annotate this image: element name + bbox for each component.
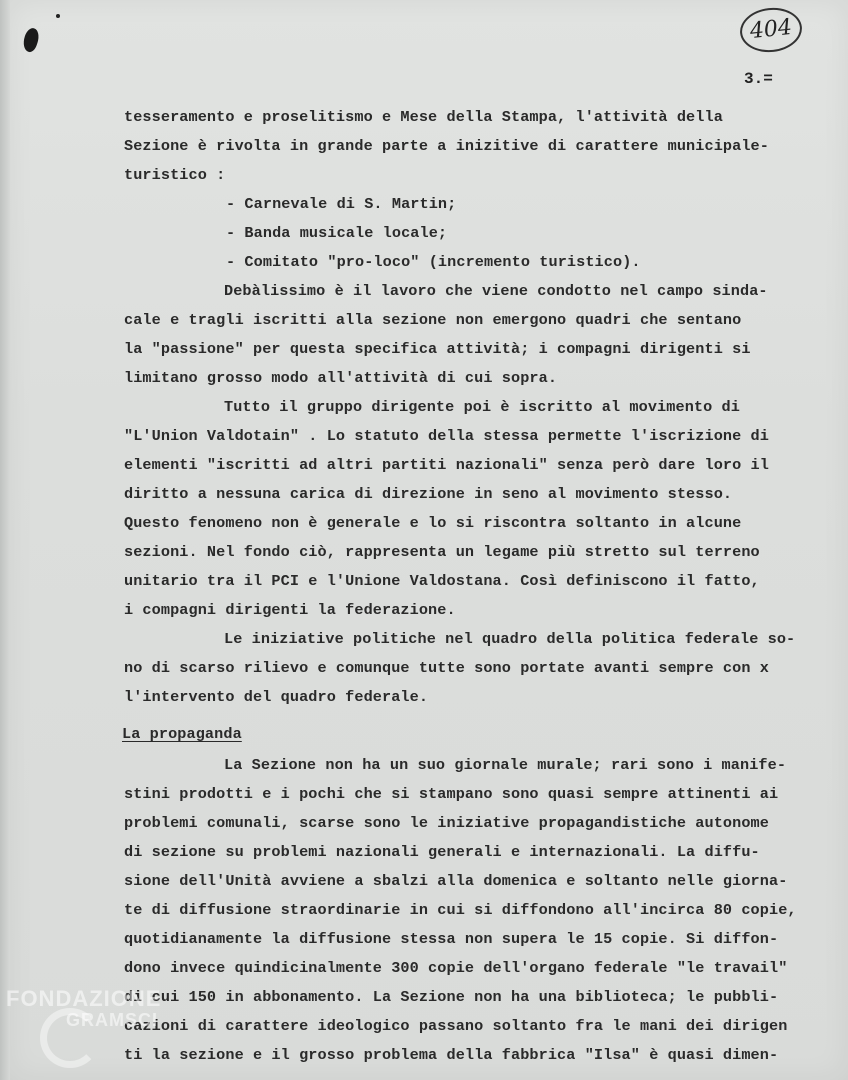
text-line: di cui 150 in abbonamento. La Sezione non ha una biblioteca; le pubbli- <box>124 988 779 1006</box>
text-line: di sezione su problemi nazionali generali e internazionali. La diffu- <box>124 843 760 861</box>
list-item: - Comitato "pro-loco" (incremento turistico). <box>226 253 641 271</box>
text-line: cazioni di carattere ideologico passano soltanto fra le mani dei dirigen <box>124 1017 788 1035</box>
archive-number-stamp: 404 <box>738 5 804 55</box>
watermark <box>6 986 206 1076</box>
text-line: i compagni dirigenti la federazione. <box>124 601 456 619</box>
text-line: l'intervento del quadro federale. <box>124 688 429 706</box>
text-line: sezioni. Nel fondo ciò, rappresenta un legame più stretto sul terreno <box>124 543 760 561</box>
text-line: quotidianamente la diffusione stessa non supera le 15 copie. Si diffon- <box>124 930 779 948</box>
list-item: - Banda musicale locale; <box>226 224 448 242</box>
text-line: Le iniziative politiche nel quadro della politica federale so- <box>224 630 796 648</box>
text-line: ti la sezione e il grosso problema della fabbrica "Ilsa" è quasi dimen- <box>124 1046 779 1064</box>
text-line: unitario tra il PCI e l'Unione Valdostana. Così definiscono il fatto, <box>124 572 760 590</box>
text-line: limitano grosso modo all'attività di cui sopra. <box>124 369 558 387</box>
text-line: Debàlissimo è il lavoro che viene condotto nel campo sinda- <box>224 282 768 300</box>
text-line: stini prodotti e i pochi che si stampano sono quasi sempre attinenti ai <box>124 785 779 803</box>
text-line: "L'Union Valdotain" . Lo statuto della stessa permette l'iscrizione di <box>124 427 769 445</box>
text-line: no di scarso rilievo e comunque tutte sono portate avanti sempre con x <box>124 659 769 677</box>
text-line: cale e tragli iscritti alla sezione non emergono quadri che sentano <box>124 311 742 329</box>
page-number: 3.= <box>744 70 773 88</box>
text-line: Tutto il gruppo dirigente poi è iscritto al movimento di <box>224 398 740 416</box>
text-line: problemi comunali, scarse sono le iniziative propagandistiche autonome <box>124 814 769 832</box>
watermark-line2: GRAMSCI <box>66 1010 158 1030</box>
text-line: dono invece quindicinalmente 300 copie dell'organo federale "le travail" <box>124 959 788 977</box>
text-line: Sezione è rivolta in grande parte a inizitive di carattere municipale- <box>124 137 769 155</box>
text-line: sione dell'Unità avviene a sbalzi alla domenica e soltanto nelle giorna- <box>124 872 788 890</box>
text-line: Questo fenomeno non è generale e lo si riscontra soltanto in alcune <box>124 514 742 532</box>
text-line: te di diffusione straordinarie in cui si diffondono all'incirca 80 copie, <box>124 901 797 919</box>
text-line: La Sezione non ha un suo giornale murale; rari sono i manife- <box>224 756 787 774</box>
text-line: tesseramento e proselitismo e Mese della Stampa, l'attività della <box>124 108 723 126</box>
text-line: elementi "iscritti ad altri partiti nazionali" senza però dare loro il <box>124 456 769 474</box>
section-heading: La propaganda <box>122 725 242 743</box>
text-line: turistico : <box>124 166 226 184</box>
text-line: la "passione" per questa specifica attività; i compagni dirigenti si <box>124 340 751 358</box>
text-line: diritto a nessuna carica di direzione in seno al movimento stesso. <box>124 485 733 503</box>
list-item: - Carnevale di S. Martin; <box>226 195 457 213</box>
watermark-line1: FONDAZIONE <box>6 986 162 1011</box>
